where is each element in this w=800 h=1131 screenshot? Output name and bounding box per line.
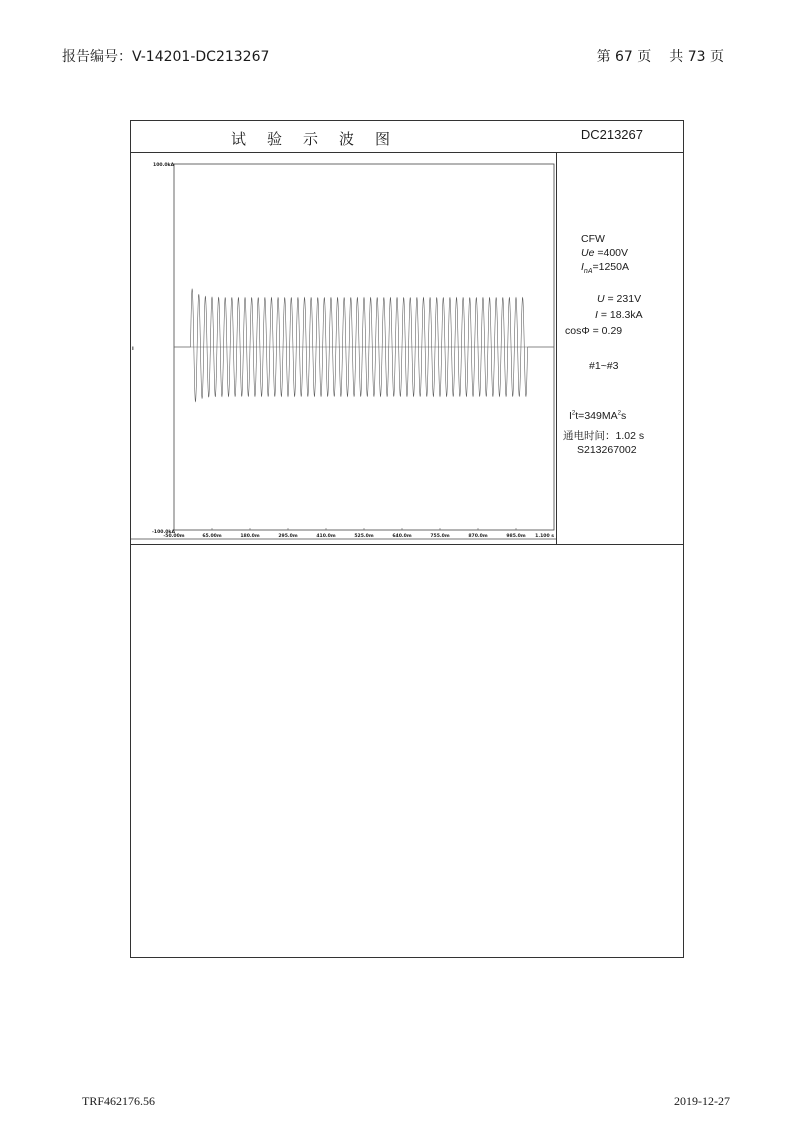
test-voltage-value: = 231V [604,293,642,305]
x-tick-label: 640.0m [392,534,412,539]
joule-integral-unit: s [620,410,627,422]
y-max-label: 100.0kA [153,163,175,168]
joule-integral [569,410,626,422]
page-number: 第 67 页 [596,49,652,65]
x-tick-label: 525.0m [354,534,374,539]
test-parameters [557,152,684,544]
rated-current-symbol: I [581,261,584,273]
rated-current-subscript: nA [583,268,593,276]
test-voltage [597,293,641,305]
form-document-number: DC213267 [580,127,643,142]
power-factor: cosΦ = 0.29 [565,325,623,337]
form-title: 试验示波图 [231,130,412,148]
x-tick-label: 870.0m [468,534,488,539]
test-current-value: = 18.3kA [597,309,643,321]
x-tick-label: 410.0m [316,534,336,539]
rated-voltage-value: =400V [594,247,629,259]
joule-integral-value: t=349MA [575,410,618,422]
oscillogram-section [131,152,683,545]
rated-voltage-symbol: Ue [581,247,595,259]
form-code: TRF462176.56 [82,1094,156,1108]
rated-current [581,261,629,275]
test-voltage-symbol: U [597,293,605,305]
joule-integral-i: I [569,410,572,422]
joule-integral-exp2: 2 [617,410,621,417]
form-title-row [131,121,683,153]
y-marker-label: I [132,347,134,352]
x-tick-label: 65.00m [202,534,222,539]
phase-range: #1~#3 [589,360,619,372]
device-type: CFW [581,233,605,245]
rated-current-value: =1250A [592,261,629,273]
test-current-symbol: I [595,309,598,321]
x-tick-label: 180.0m [240,534,260,539]
x-tick-label: 1.100 s [535,534,554,539]
x-tick-label: 755.0m [430,534,450,539]
report-number: 报告编号：V-14201-DC213267 [62,49,270,65]
current-waveform [174,289,554,402]
oscillogram-form [130,120,684,958]
rated-voltage [581,247,628,259]
x-tick-label: -50.00m [163,534,185,539]
page-indicator [579,46,724,66]
test-current [595,309,643,321]
y-min-label: -100.0kA [152,530,176,535]
page-total: 共 73 页 [669,49,724,65]
energization-time: 通电时间：1.02 s [563,430,645,442]
oscillogram-chart [131,152,556,544]
x-tick-label: 985.0m [506,534,526,539]
sample-id: S213267002 [577,444,637,456]
joule-integral-exp1: 2 [571,410,576,417]
x-tick-label: 295.0m [278,534,298,539]
report-date: 2019-12-27 [674,1094,730,1108]
